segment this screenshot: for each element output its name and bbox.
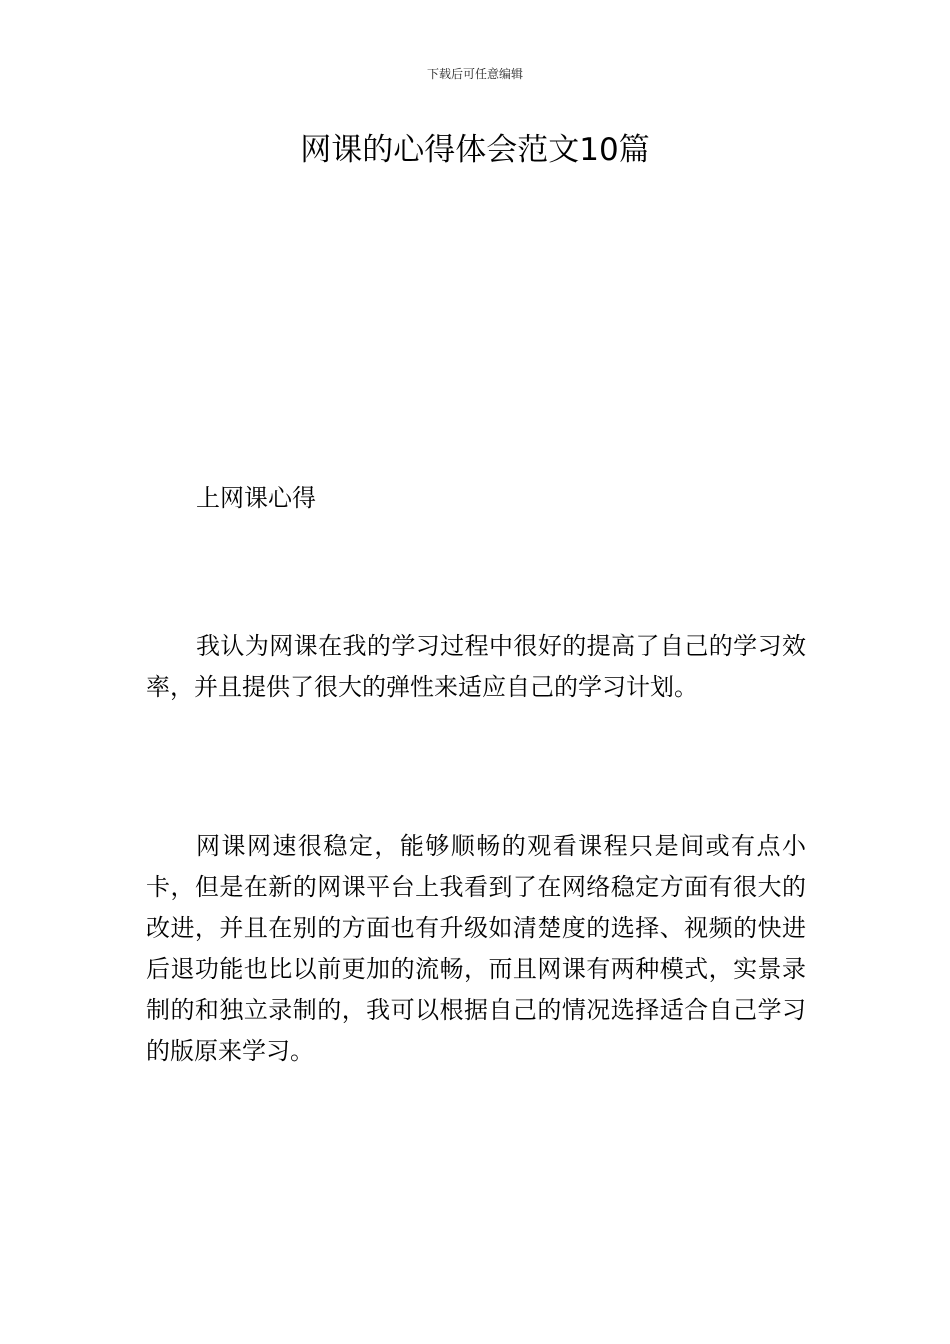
section-heading: 上网课心得 bbox=[196, 484, 316, 512]
document-title: 网课的心得体会范文10篇 bbox=[300, 132, 650, 168]
body-paragraph-1: 我认为网课在我的学习过程中很好的提高了自己的学习效率，并且提供了很大的弹性来适应自己的学习计划。 bbox=[146, 632, 806, 701]
header-note: 下载后可任意编辑 bbox=[426, 67, 523, 81]
body-paragraph-2: 网课网速很稳定，能够顺畅的观看课程只是间或有点小卡，但是在新的网课平台上我看到了在网络稳定方面有很大的改进，并且在别的方面也有升级如清楚度的选择、视频的快进后退功能也比以前更加的流畅，而且网课有两种模式，实景录制的和独立录制的，我可以根据自己的情况选择适合自己学习的版原来学习。 bbox=[146, 832, 806, 1065]
